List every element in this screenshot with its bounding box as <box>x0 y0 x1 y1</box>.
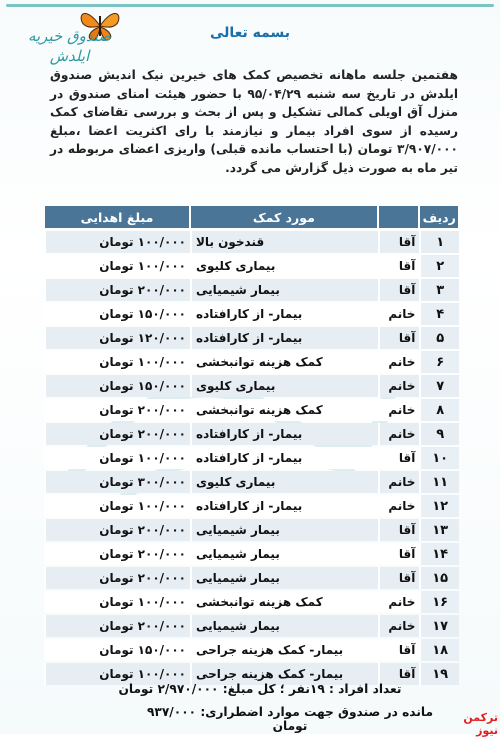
table-row <box>44 543 459 565</box>
row-gender: آقا <box>378 519 420 541</box>
row-gender: آقا <box>378 543 420 565</box>
row-index: ۸ <box>419 399 459 421</box>
row-type: بیماری کلیوی <box>190 255 378 277</box>
row-amount: ۲۰۰/۰۰۰ تومان <box>44 519 190 541</box>
row-type: بیماری کلیوی <box>190 375 378 397</box>
row-type: قندخون بالا <box>190 231 378 253</box>
row-gender: خانم <box>378 375 420 397</box>
row-amount: ۱۵۰/۰۰۰ تومان <box>44 303 190 325</box>
row-index: ۱۵ <box>419 567 459 589</box>
row-amount: ۱۰۰/۰۰۰ تومان <box>44 447 190 469</box>
header-type: مورد کمک <box>190 205 378 229</box>
row-type: بیمار- از کارافتاده <box>190 423 378 445</box>
table-row <box>44 399 459 421</box>
row-index: ۱۲ <box>419 495 459 517</box>
row-type: بیمار- از کارافتاده <box>190 495 378 517</box>
logo-text: صندوق خیریه ایلدش <box>27 27 112 65</box>
row-amount: ۱۰۰/۰۰۰ تومان <box>44 591 190 613</box>
row-gender: خانم <box>378 399 420 421</box>
row-gender: آقا <box>378 447 420 469</box>
intro-paragraph: هفتمین جلسه ماهانه تخصیص کمک های خیرین نیک اندیش صندوق ایلدش در تاریخ سه شنبه ۹۵/۰۴/۲۹ با حضور هیئت امنای صندوق در منزل آق اویلی کمالی تشکیل و پس از بحث و بررسی تقاضای کمک رسیده از سوی افراد بیمار و نیازمند با رای اکثریت اعضا ،مبلغ ۳/۹۰۷/۰۰۰ تومان (با احتساب مانده قبلی) واریزی اعضای مربوطه در تیر ماه به صورت ذیل گزارش می گردد. <box>50 68 458 175</box>
table-row <box>44 591 459 613</box>
row-index: ۱۴ <box>419 543 459 565</box>
table-row <box>44 447 459 469</box>
row-gender: خانم <box>378 423 420 445</box>
row-amount: ۲۰۰/۰۰۰ تومان <box>44 615 190 637</box>
table-row <box>44 471 459 493</box>
row-amount: ۱۰۰/۰۰۰ تومان <box>44 663 190 685</box>
row-gender: آقا <box>378 639 420 661</box>
table-row <box>44 303 459 325</box>
table-row <box>44 615 459 637</box>
row-index: ۵ <box>419 327 459 349</box>
row-gender: خانم <box>378 591 420 613</box>
row-amount: ۲۰۰/۰۰۰ تومان <box>44 543 190 565</box>
row-amount: ۱۰۰/۰۰۰ تومان <box>44 231 190 253</box>
row-gender: آقا <box>378 231 420 253</box>
row-type: بیمار- از کارافتاده <box>190 327 378 349</box>
row-gender: آقا <box>378 567 420 589</box>
row-type: کمک هزینه توانبخشی <box>190 351 378 373</box>
row-gender: آقا <box>378 327 420 349</box>
table-row <box>44 375 459 397</box>
summary-remaining: مانده در صندوق جهت موارد اضطراری: ۹۳۷/۰۰۰ تومان <box>146 705 434 733</box>
table-row <box>44 255 459 277</box>
summary-totals: تعداد افراد : ۱۹نفر ؛ کل مبلغ: ۲/۹۷۰/۰۰۰ تومان <box>118 682 402 696</box>
table-row <box>44 423 459 445</box>
row-type: کمک هزینه توانبخشی <box>190 399 378 421</box>
row-type: بیماری کلیوی <box>190 471 378 493</box>
row-type: بیمار شیمیایی <box>190 519 378 541</box>
row-index: ۱۱ <box>419 471 459 493</box>
row-amount: ۲۰۰/۰۰۰ تومان <box>44 567 190 589</box>
row-amount: ۱۰۰/۰۰۰ تومان <box>44 255 190 277</box>
table-row <box>44 279 459 301</box>
row-index: ۲ <box>419 255 459 277</box>
row-index: ۷ <box>419 375 459 397</box>
row-amount: ۱۵۰/۰۰۰ تومان <box>44 639 190 661</box>
row-amount: ۱۲۰/۰۰۰ تومان <box>44 327 190 349</box>
aid-table <box>44 203 459 687</box>
row-index: ۳ <box>419 279 459 301</box>
row-type: بیمار شیمیایی <box>190 279 378 301</box>
row-gender: خانم <box>378 495 420 517</box>
table-row <box>44 519 459 541</box>
row-amount: ۱۰۰/۰۰۰ تومان <box>44 351 190 373</box>
row-amount: ۱۰۰/۰۰۰ تومان <box>44 495 190 517</box>
row-index: ۱۷ <box>419 615 459 637</box>
row-gender: خانم <box>378 615 420 637</box>
row-gender: خانم <box>378 351 420 373</box>
row-amount: ۲۰۰/۰۰۰ تومان <box>44 399 190 421</box>
row-index: ۶ <box>419 351 459 373</box>
row-index: ۹ <box>419 423 459 445</box>
row-gender: آقا <box>378 255 420 277</box>
row-type: کمک هزینه توانبخشی <box>190 591 378 613</box>
row-type: بیمار شیمیایی <box>190 543 378 565</box>
table-header-row <box>44 205 459 229</box>
row-type: بیمار- از کارافتاده <box>190 303 378 325</box>
table-row <box>44 327 459 349</box>
row-index: ۱۰ <box>419 447 459 469</box>
row-gender: آقا <box>378 663 420 685</box>
row-amount: ۳۰۰/۰۰۰ تومان <box>44 471 190 493</box>
row-type: بیمار- کمک هزینه جراحی <box>190 639 378 661</box>
table-row <box>44 639 459 661</box>
row-gender: آقا <box>378 279 420 301</box>
header-idx: ردیف <box>419 205 459 229</box>
bismillah: بسمه تعالی <box>209 25 291 41</box>
row-index: ۴ <box>419 303 459 325</box>
row-type: بیمار شیمیایی <box>190 567 378 589</box>
row-amount: ۱۵۰/۰۰۰ تومان <box>44 375 190 397</box>
brand-watermark: ترکمن نیوز <box>463 711 498 737</box>
table-row <box>44 567 459 589</box>
row-type: بیمار- کمک هزینه جراحی <box>190 663 378 685</box>
row-type: بیمار شیمیایی <box>190 615 378 637</box>
row-index: ۱ <box>419 231 459 253</box>
table-row <box>44 495 459 517</box>
row-index: ۱۳ <box>419 519 459 541</box>
row-index: ۱۹ <box>419 663 459 685</box>
row-gender: خانم <box>378 303 420 325</box>
row-amount: ۲۰۰/۰۰۰ تومان <box>44 423 190 445</box>
table-body <box>44 231 459 685</box>
row-index: ۱۸ <box>419 639 459 661</box>
row-gender: خانم <box>378 471 420 493</box>
row-type: بیمار- از کارافتاده <box>190 447 378 469</box>
row-index: ۱۶ <box>419 591 459 613</box>
table-row <box>44 351 459 373</box>
table-row <box>44 231 459 253</box>
row-amount: ۲۰۰/۰۰۰ تومان <box>44 279 190 301</box>
header-amount: مبلغ اهدایی <box>44 205 190 229</box>
header-gender <box>378 205 420 229</box>
